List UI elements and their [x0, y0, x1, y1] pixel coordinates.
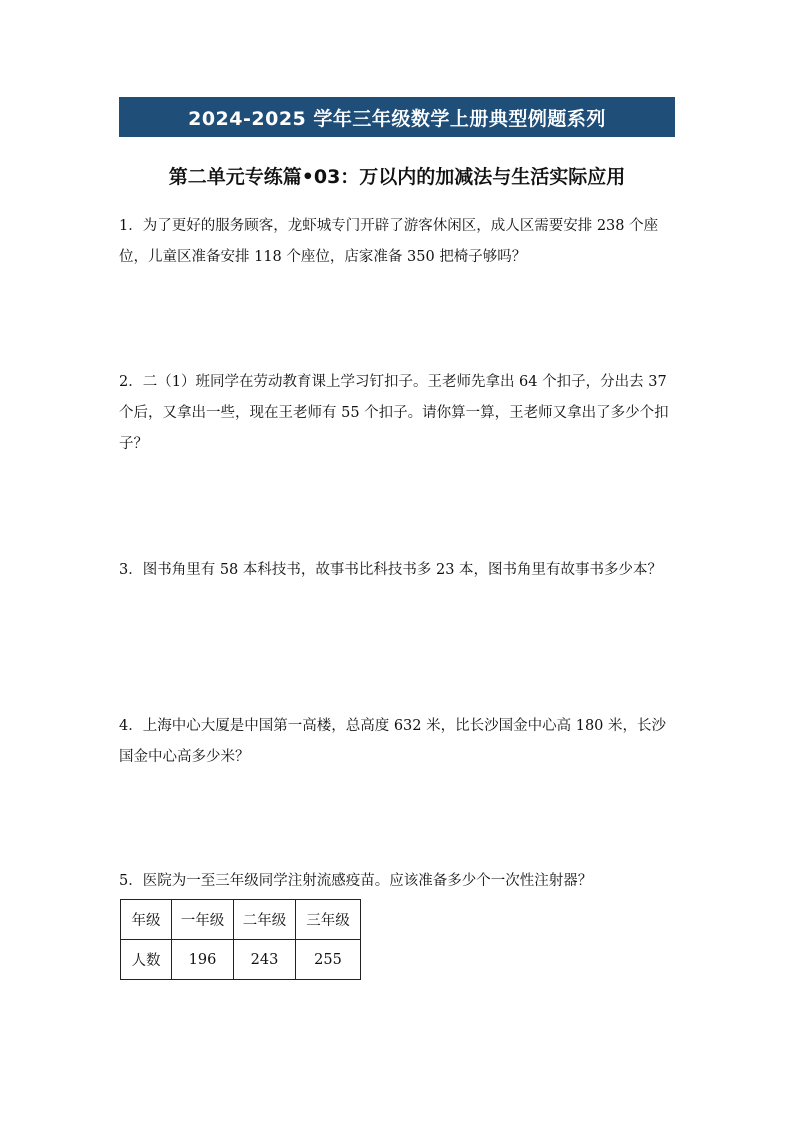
table-row: [121, 940, 361, 980]
question-5: 5．医院为一至三年级同学注射流感疫苗。应该准备多少个一次性注射器？: [119, 873, 593, 889]
question-2: 2．二（1）班同学在劳动教育课上学习钉扣子。王老师先拿出 64 个扣子，分出去 37 个后，又拿出一些，现在王老师有 55 个扣子。请你算一算，王老师又拿出了多少个扣子？: [119, 374, 669, 452]
question-4: 4．上海中心大厦是中国第一高楼，总高度 632 米，比长沙国金中心高 180 米，长沙国金中心高多少米？: [119, 718, 667, 765]
student-count-table: [120, 899, 361, 980]
table-cell: 243: [234, 940, 296, 980]
question-1: 1．为了更好的服务顾客，龙虾城专门开辟了游客休闲区，成人区需要安排 238 个座位，儿童区准备安排 118 个座位，店家准备 350 把椅子够吗？: [119, 218, 659, 265]
table-header-cell: 一年级: [172, 900, 234, 940]
document-title-banner: [119, 97, 675, 137]
table-header-row: [121, 900, 361, 940]
table-cell: 255: [296, 940, 361, 980]
document-title: 2024-2025 学年三年级数学上册典型例题系列: [188, 107, 606, 130]
table-header-cell: 年级: [121, 900, 172, 940]
table-header-cell: 三年级: [296, 900, 361, 940]
unit-subtitle: 第二单元专练篇•03：万以内的加减法与生活实际应用: [168, 166, 626, 188]
table-cell: 人数: [121, 940, 172, 980]
table-header-cell: 二年级: [234, 900, 296, 940]
table-cell: 196: [172, 940, 234, 980]
question-3: 3．图书角里有 58 本科技书，故事书比科技书多 23 本，图书角里有故事书多少本？: [119, 562, 663, 578]
